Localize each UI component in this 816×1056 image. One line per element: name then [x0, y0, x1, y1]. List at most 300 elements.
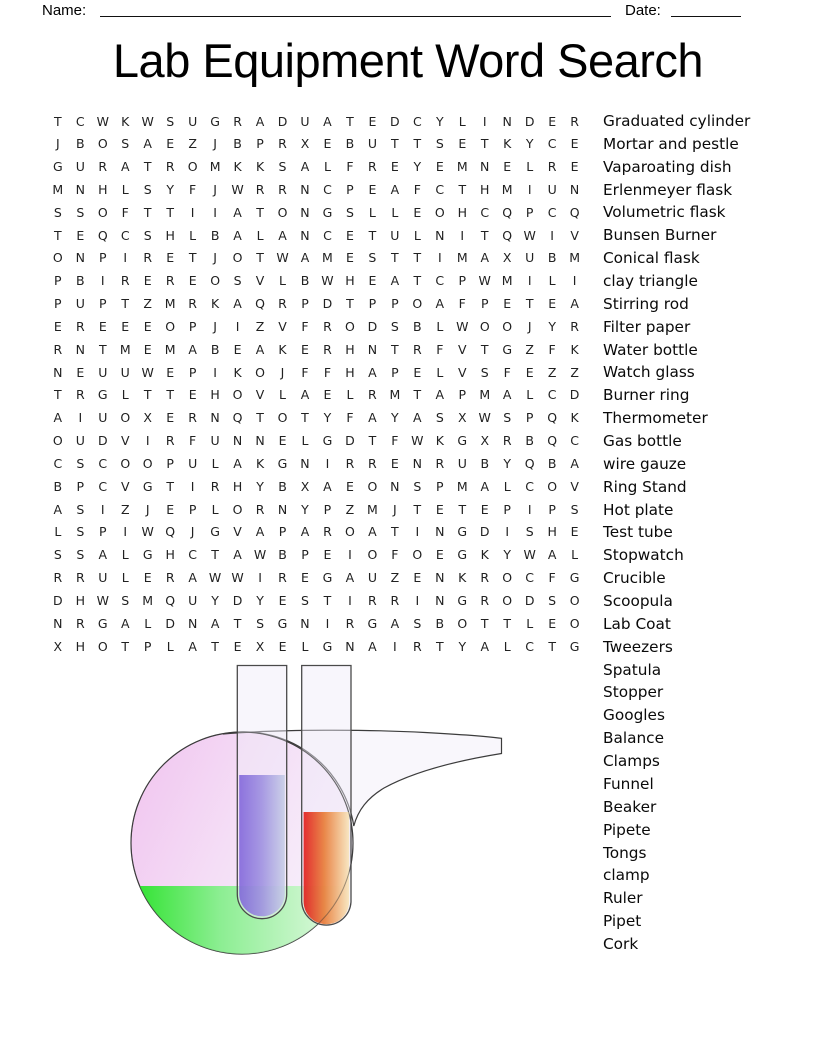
grid-letter: S — [76, 455, 85, 471]
grid-letter: T — [121, 296, 130, 312]
grid-letter: D — [524, 113, 535, 129]
grid-letter: N — [367, 341, 378, 357]
grid-letter: S — [548, 592, 557, 608]
grid-letter: O — [502, 570, 513, 586]
grid-letter: Z — [143, 296, 152, 312]
grid-letter: T — [143, 159, 152, 175]
date-input-line[interactable] — [671, 16, 741, 17]
grid-letter: T — [256, 250, 264, 266]
grid-letter: Y — [413, 159, 422, 175]
grid-letter: K — [121, 113, 130, 129]
grid-letter: H — [232, 478, 243, 494]
grid-letter: R — [98, 159, 108, 175]
grid-letter: R — [480, 592, 490, 608]
grid-letter: P — [278, 524, 287, 540]
grid-letter: Q — [232, 410, 243, 426]
grid-letter: E — [323, 387, 332, 403]
grid-letter: R — [412, 341, 422, 357]
grid-letter: B — [435, 615, 445, 631]
word-list-item: Pipet — [603, 912, 642, 931]
grid-letter: E — [166, 364, 175, 380]
grid-letter: R — [570, 318, 579, 334]
grid-letter: A — [233, 204, 242, 220]
grid-letter: E — [166, 250, 175, 266]
grid-letter: A — [278, 227, 287, 243]
grid-letter: L — [436, 318, 444, 334]
word-list-item: Pipete — [603, 820, 651, 839]
grid-letter: A — [255, 524, 265, 540]
grid-letter: L — [323, 159, 331, 175]
grid-letter: O — [569, 592, 580, 608]
grid-letter: M — [322, 250, 333, 266]
grid-letter: A — [368, 638, 377, 654]
test-tube-left-liquid — [239, 775, 285, 916]
grid-letter: J — [213, 181, 217, 197]
grid-letter: S — [480, 364, 489, 380]
grid-letter: D — [367, 318, 378, 334]
grid-letter: N — [480, 159, 490, 175]
grid-letter: D — [322, 296, 333, 312]
grid-letter: M — [142, 592, 154, 608]
grid-letter: B — [76, 136, 85, 152]
grid-letter: I — [348, 547, 352, 563]
grid-letter: E — [301, 570, 309, 586]
grid-letter: N — [232, 433, 243, 449]
grid-letter: K — [570, 341, 579, 357]
grid-letter: M — [456, 250, 468, 266]
grid-letter: E — [548, 615, 557, 631]
grid-letter: P — [301, 547, 309, 563]
grid-letter: G — [142, 478, 153, 494]
grid-letter: R — [412, 638, 422, 654]
grid-letter: E — [368, 181, 377, 197]
grid-letter: R — [368, 159, 377, 175]
grid-letter: Y — [548, 318, 556, 334]
grid-letter: S — [435, 410, 444, 426]
grid-letter: W — [523, 547, 536, 563]
grid-letter: R — [368, 387, 377, 403]
grid-letter: B — [345, 136, 355, 152]
grid-letter: P — [548, 501, 556, 517]
word-list-item: Watch glass — [603, 363, 695, 382]
grid-letter: S — [121, 592, 130, 608]
grid-letter: B — [76, 273, 85, 289]
grid-letter: D — [345, 433, 355, 449]
grid-letter: F — [548, 341, 556, 357]
grid-letter: N — [300, 181, 310, 197]
grid-letter: P — [436, 478, 444, 494]
grid-letter: B — [413, 318, 422, 334]
grid-letter: U — [188, 455, 198, 471]
grid-letter: O — [142, 455, 153, 471]
grid-letter: R — [53, 341, 63, 357]
grid-letter: S — [233, 273, 242, 289]
grid-letter: U — [188, 113, 198, 129]
grid-letter: U — [367, 136, 377, 152]
grid-letter: N — [435, 524, 445, 540]
grid-letter: T — [391, 341, 399, 357]
grid-letter: P — [98, 250, 107, 266]
grid-letter: E — [345, 250, 354, 266]
grid-letter: E — [53, 318, 62, 334]
word-list-item: Graduated cylinder — [603, 112, 751, 130]
grid-letter: Y — [503, 455, 512, 471]
grid-letter: D — [390, 113, 400, 129]
word-list-item: Bunsen Burner — [603, 226, 717, 245]
grid-letter: O — [52, 433, 63, 449]
grid-letter: O — [277, 410, 288, 426]
grid-letter: A — [390, 181, 400, 197]
grid-letter: J — [280, 364, 285, 380]
grid-letter: M — [501, 181, 513, 197]
grid-letter: U — [98, 570, 108, 586]
grid-letter: R — [570, 113, 579, 129]
grid-letter: Y — [256, 478, 264, 494]
grid-letter: E — [301, 341, 309, 357]
grid-letter: L — [121, 387, 129, 403]
grid-letter: E — [166, 136, 175, 152]
grid-letter: T — [323, 592, 332, 608]
grid-letter: N — [435, 592, 445, 608]
grid-letter: P — [458, 387, 467, 403]
grid-letter: R — [345, 455, 355, 471]
word-list-item: Ring Stand — [603, 477, 687, 496]
grid-letter: M — [501, 273, 513, 289]
word-list-item: Stopwatch — [603, 546, 684, 565]
grid-letter: I — [572, 273, 577, 289]
grid-letter: G — [322, 638, 333, 654]
grid-letter: A — [547, 547, 557, 563]
grid-letter: E — [143, 570, 152, 586]
grid-letter: Q — [569, 204, 580, 220]
grid-letter: I — [527, 181, 532, 197]
grid-letter: Y — [435, 113, 444, 129]
grid-letter: T — [166, 204, 174, 220]
grid-letter: O — [165, 318, 176, 334]
grid-letter: I — [437, 250, 442, 266]
grid-letter: U — [547, 181, 557, 197]
grid-letter: E — [143, 318, 152, 334]
grid-letter: T — [98, 341, 107, 357]
grid-letter: P — [346, 181, 354, 197]
word-list-item: Beaker — [603, 797, 657, 816]
grid-letter: S — [256, 615, 265, 631]
word-list-item: Ruler — [603, 889, 643, 908]
grid-letter: R — [75, 615, 85, 631]
grid-letter: S — [121, 136, 130, 152]
grid-letter: B — [53, 478, 63, 494]
grid-letter: M — [389, 387, 401, 403]
grid-letter: N — [75, 250, 85, 266]
grid-letter: O — [52, 250, 63, 266]
grid-letter: A — [120, 159, 130, 175]
grid-letter: Z — [525, 341, 534, 357]
grid-letter: V — [255, 273, 265, 289]
grid-letter: S — [76, 501, 85, 517]
grid-letter: P — [76, 478, 85, 494]
grid-letter: I — [190, 204, 195, 220]
grid-letter: E — [188, 387, 197, 403]
grid-letter: Q — [502, 204, 513, 220]
grid-letter: B — [480, 455, 490, 471]
grid-letter: T — [480, 227, 489, 243]
grid-letter: L — [279, 273, 286, 289]
grid-letter: T — [435, 638, 444, 654]
name-input-line[interactable] — [100, 16, 611, 17]
grid-letter: L — [54, 524, 62, 540]
grid-letter: M — [456, 478, 468, 494]
grid-letter: S — [53, 204, 62, 220]
grid-letter: G — [210, 113, 220, 129]
grid-letter: P — [503, 501, 511, 517]
grid-letter: Z — [255, 318, 265, 334]
grid-letter: K — [570, 410, 579, 426]
grid-letter: W — [96, 592, 109, 608]
grid-letter: I — [258, 570, 262, 586]
grid-letter: M — [479, 387, 491, 403]
grid-letter: W — [276, 250, 289, 266]
grid-letter: S — [413, 478, 422, 494]
grid-letter: F — [121, 204, 129, 220]
grid-letter: Q — [165, 524, 176, 540]
grid-letter: A — [435, 387, 445, 403]
grid-letter: Y — [323, 410, 332, 426]
grid-letter: H — [547, 524, 557, 540]
grid-letter: A — [255, 341, 265, 357]
grid-letter: E — [323, 136, 332, 152]
word-list-item: clay triangle — [603, 272, 698, 291]
grid-letter: X — [300, 478, 310, 494]
grid-letter: E — [166, 501, 175, 517]
grid-letter: D — [97, 433, 108, 449]
grid-letter: T — [166, 478, 174, 494]
grid-letter: I — [415, 524, 420, 540]
grid-letter: L — [346, 387, 354, 403]
grid-letter: E — [570, 524, 579, 540]
grid-letter: K — [233, 364, 242, 380]
grid-letter: B — [525, 433, 534, 449]
grid-letter: C — [480, 204, 490, 220]
grid-letter: F — [301, 318, 309, 334]
grid-letter: A — [570, 296, 579, 312]
grid-letter: K — [435, 433, 444, 449]
grid-letter: O — [210, 273, 221, 289]
grid-letter: P — [458, 273, 467, 289]
grid-letter: O — [255, 364, 265, 380]
grid-letter: V — [570, 227, 579, 243]
grid-letter: C — [323, 227, 332, 243]
grid-letter: T — [391, 250, 399, 266]
word-list-item: Burner ring — [603, 386, 690, 405]
grid-letter: K — [480, 547, 489, 563]
grid-letter: S — [525, 524, 534, 540]
grid-letter: T — [233, 615, 242, 631]
grid-letter: E — [278, 638, 287, 654]
grid-letter: Q — [97, 227, 108, 243]
grid-letter: J — [145, 501, 150, 517]
grid-letter: J — [213, 318, 217, 334]
grid-letter: G — [277, 615, 288, 631]
grid-letter: A — [143, 136, 152, 152]
grid-letter: T — [458, 501, 467, 517]
grid-letter: P — [54, 296, 62, 312]
grid-letter: C — [98, 455, 108, 471]
word-list-item: Tongs — [603, 843, 647, 862]
grid-letter: A — [480, 250, 490, 266]
grid-letter: I — [235, 318, 240, 334]
grid-letter: E — [143, 341, 152, 357]
grid-letter: K — [278, 341, 287, 357]
grid-letter: G — [277, 455, 288, 471]
grid-letter: O — [120, 410, 131, 426]
grid-letter: R — [143, 250, 153, 266]
grid-letter: Z — [547, 364, 557, 380]
grid-letter: E — [570, 159, 579, 175]
grid-letter: X — [502, 250, 512, 266]
grid-letter: D — [569, 387, 580, 403]
word-list-item: Stirring rod — [603, 294, 689, 313]
test-tube-right — [302, 666, 351, 926]
grid-letter: O — [412, 296, 423, 312]
word-list-item: Tweezers — [603, 637, 673, 656]
grid-letter: A — [570, 455, 579, 471]
grid-letter: G — [210, 524, 220, 540]
grid-letter: G — [457, 592, 468, 608]
grid-letter: W — [141, 524, 154, 540]
word-list-item: Volumetric flask — [603, 203, 726, 222]
grid-letter: E — [98, 318, 107, 334]
grid-letter: T — [458, 181, 467, 197]
grid-letter: S — [53, 547, 62, 563]
grid-letter: B — [278, 547, 287, 563]
grid-letter: A — [345, 570, 355, 586]
grid-letter: B — [210, 341, 220, 357]
grid-letter: A — [53, 410, 63, 426]
grid-letter: O — [97, 638, 108, 654]
test-tube-left — [237, 666, 286, 919]
grid-letter: L — [548, 273, 556, 289]
word-list-item: Gas bottle — [603, 432, 682, 451]
grid-letter: L — [413, 227, 421, 243]
grid-letter: A — [368, 524, 377, 540]
grid-letter: A — [390, 273, 400, 289]
grid-letter: O — [367, 547, 378, 563]
grid-letter: R — [165, 570, 175, 586]
grid-letter: T — [503, 615, 512, 631]
grid-letter: K — [233, 159, 242, 175]
grid-letter: R — [323, 524, 332, 540]
grid-letter: C — [525, 478, 535, 494]
grid-letter: R — [278, 136, 287, 152]
grid-letter: A — [323, 113, 332, 129]
grid-letter: V — [457, 341, 467, 357]
grid-letter: R — [278, 296, 287, 312]
grid-letter: G — [97, 615, 108, 631]
grid-letter: D — [277, 113, 288, 129]
grid-letter: W — [231, 181, 244, 197]
grid-letter: E — [233, 638, 242, 654]
grid-letter: I — [527, 273, 532, 289]
grid-letter: L — [166, 638, 174, 654]
grid-letter: E — [143, 273, 152, 289]
grid-letter: X — [255, 638, 265, 654]
grid-letter: F — [503, 364, 511, 380]
grid-letter: L — [526, 615, 534, 631]
grid-letter: S — [278, 159, 287, 175]
grid-letter: C — [98, 478, 108, 494]
grid-letter: E — [368, 113, 377, 129]
grid-letter: G — [322, 204, 333, 220]
grid-letter: D — [165, 615, 175, 631]
grid-letter: S — [435, 136, 444, 152]
grid-letter: K — [211, 296, 220, 312]
grid-letter: T — [413, 501, 422, 517]
grid-letter: I — [393, 638, 397, 654]
grid-letter: T — [480, 615, 489, 631]
grid-letter: Z — [390, 570, 400, 586]
grid-letter: R — [345, 615, 355, 631]
page-title: Lab Equipment Word Search — [112, 34, 704, 87]
grid-letter: R — [188, 410, 197, 426]
grid-letter: N — [502, 113, 512, 129]
grid-letter: H — [98, 181, 108, 197]
word-list-item: Crucible — [603, 569, 666, 588]
grid-letter: H — [457, 204, 467, 220]
grid-letter: I — [190, 478, 195, 494]
grid-letter: Y — [166, 181, 174, 197]
lab-glassware-illustration — [120, 650, 520, 970]
grid-letter: E — [323, 547, 332, 563]
grid-letter: C — [525, 570, 535, 586]
grid-letter: E — [458, 136, 467, 152]
grid-letter: S — [301, 592, 309, 608]
grid-letter: P — [256, 136, 264, 152]
grid-letter: H — [345, 364, 355, 380]
grid-letter: M — [164, 341, 176, 357]
grid-letter: J — [213, 250, 217, 266]
grid-letter: R — [255, 181, 265, 197]
grid-letter: O — [479, 318, 490, 334]
grid-letter: S — [570, 501, 579, 517]
grid-letter: O — [412, 547, 423, 563]
grid-letter: I — [123, 524, 128, 540]
grid-letter: O — [434, 204, 445, 220]
grid-letter: G — [457, 547, 468, 563]
grid-letter: C — [412, 113, 422, 129]
grid-letter: X — [480, 433, 490, 449]
grid-letter: A — [368, 410, 377, 426]
grid-letter: U — [210, 433, 220, 449]
grid-letter: O — [345, 318, 355, 334]
grid-letter: M — [569, 250, 580, 266]
grid-letter: A — [300, 524, 310, 540]
grid-letter: T — [368, 433, 377, 449]
grid-letter: T — [480, 136, 489, 152]
word-list — [603, 110, 750, 956]
grid-letter: N — [277, 501, 288, 517]
grid-letter: E — [345, 478, 354, 494]
grid-letter: S — [368, 250, 377, 266]
grid-letter: L — [526, 159, 534, 175]
word-list-item: Spatula — [603, 660, 662, 679]
grid-letter: W — [478, 273, 491, 289]
grid-letter: L — [211, 501, 219, 517]
grid-letter: C — [323, 181, 332, 197]
grid-letter: A — [300, 159, 310, 175]
grid-letter: R — [278, 181, 287, 197]
grid-letter: S — [503, 410, 512, 426]
grid-letter: N — [255, 433, 265, 449]
